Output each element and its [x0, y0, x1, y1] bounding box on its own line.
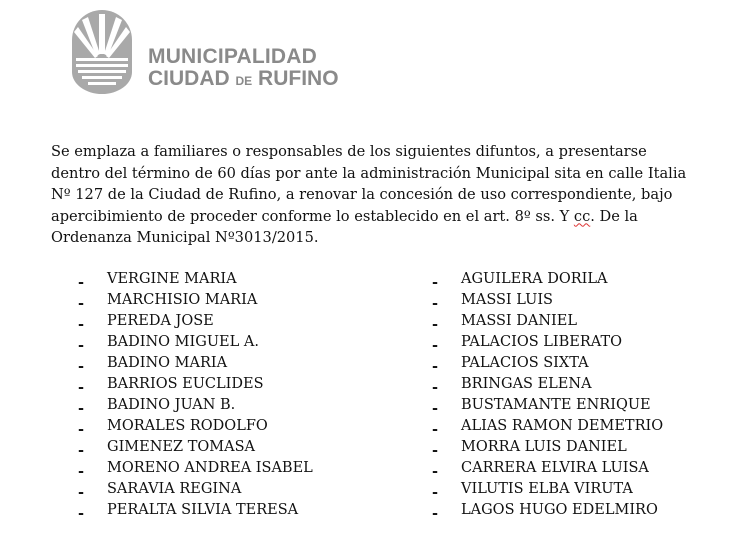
- deceased-name: AGUILERA DORILA: [461, 271, 608, 287]
- notice-text-a: Se emplaza a familiares o responsables de los siguientes difuntos, a presentarse dentro del término de 60 días por ante la administración Municipal sita en calle Italia Nº 127 de la Ciudad de Rufino, a renovar la concesión de uso correspondiente, bajo apercibimiento de proceder conforme lo establecido en el art. 8º ss. Y: [51, 143, 687, 225]
- bullet-dash: -: [432, 337, 439, 354]
- list-item: [78, 457, 313, 478]
- list-item: [432, 457, 663, 478]
- municipal-logo: [68, 10, 348, 100]
- deceased-name: ALIAS RAMON DEMETRIO: [461, 418, 664, 434]
- deceased-name: SARAVIA REGINA: [107, 481, 242, 497]
- deceased-name: PERALTA SILVIA TERESA: [107, 502, 299, 518]
- bullet-dash: -: [432, 505, 439, 522]
- list-item: [432, 394, 663, 415]
- bullet-dash: -: [432, 421, 439, 438]
- bullet-dash: -: [432, 400, 439, 417]
- list-item: [78, 352, 313, 373]
- bullet-dash: -: [78, 505, 85, 522]
- list-item: [432, 310, 663, 331]
- municipal-emblem-icon: [68, 10, 136, 96]
- list-item: [432, 478, 663, 499]
- bullet-dash: -: [78, 442, 85, 459]
- list-item: [432, 415, 663, 436]
- notice-text-cc: cc: [573, 207, 591, 225]
- bullet-dash: -: [432, 442, 439, 459]
- brand-rufino: RUFINO: [258, 67, 339, 90]
- bullet-dash: -: [432, 316, 439, 333]
- list-item: [432, 436, 663, 457]
- bullet-dash: -: [78, 463, 85, 480]
- brand-line-municipalidad: MUNICIPALIDAD: [148, 45, 318, 68]
- bullet-dash: -: [432, 379, 439, 396]
- list-item: [432, 373, 663, 394]
- list-item: [432, 289, 663, 310]
- bullet-dash: -: [432, 295, 439, 312]
- deceased-name: PALACIOS SIXTA: [461, 355, 589, 371]
- deceased-name: LAGOS HUGO EDELMIRO: [461, 502, 658, 518]
- bullet-dash: -: [78, 484, 85, 501]
- deceased-name: GIMENEZ TOMASA: [107, 439, 255, 455]
- municipal-brand-text: [148, 46, 339, 92]
- deceased-name: PEREDA JOSE: [107, 313, 214, 329]
- bullet-dash: -: [78, 295, 85, 312]
- notice-paragraph: [51, 141, 691, 249]
- list-item: [78, 310, 313, 331]
- list-item: [78, 415, 313, 436]
- brand-line-ciudad: [148, 68, 339, 92]
- list-item: [78, 499, 313, 520]
- bullet-dash: -: [78, 400, 85, 417]
- deceased-name: BUSTAMANTE ENRIQUE: [461, 397, 651, 413]
- list-item: [78, 394, 313, 415]
- list-item: [78, 289, 313, 310]
- deceased-name: VERGINE MARIA: [107, 271, 237, 287]
- bullet-dash: -: [78, 421, 85, 438]
- deceased-name: BADINO MIGUEL A.: [107, 334, 259, 350]
- deceased-name: MARCHISIO MARIA: [107, 292, 258, 308]
- bullet-dash: -: [78, 379, 85, 396]
- deceased-name: MASSI DANIEL: [461, 313, 577, 329]
- list-item: [78, 436, 313, 457]
- list-item: [78, 373, 313, 394]
- deceased-name: BRINGAS ELENA: [461, 376, 592, 392]
- bullet-dash: -: [78, 358, 85, 375]
- bullet-dash: -: [432, 484, 439, 501]
- list-item: [432, 268, 663, 289]
- deceased-list-left: [78, 268, 313, 520]
- list-item: [432, 331, 663, 352]
- brand-de: DE: [235, 74, 253, 88]
- bullet-dash: -: [432, 274, 439, 291]
- deceased-name: MASSI LUIS: [461, 292, 553, 308]
- deceased-name: VILUTIS ELBA VIRUTA: [461, 481, 633, 497]
- list-item: [78, 268, 313, 289]
- list-item: [78, 331, 313, 352]
- deceased-list-right: [432, 268, 663, 520]
- deceased-name: PALACIOS LIBERATO: [461, 334, 623, 350]
- brand-ciudad: CIUDAD: [148, 67, 230, 90]
- deceased-name: MORALES RODOLFO: [107, 418, 268, 434]
- list-item: [432, 352, 663, 373]
- deceased-name: MORRA LUIS DANIEL: [461, 439, 627, 455]
- notice-text-b: . De la Ordenanza Municipal Nº3013/2015.: [51, 207, 638, 246]
- list-item: [78, 478, 313, 499]
- bullet-dash: -: [432, 463, 439, 480]
- deceased-name: MORENO ANDREA ISABEL: [107, 460, 313, 476]
- bullet-dash: -: [432, 358, 439, 375]
- bullet-dash: -: [78, 274, 85, 291]
- deceased-name: BADINO MARIA: [107, 355, 228, 371]
- deceased-name: BARRIOS EUCLIDES: [107, 376, 264, 392]
- bullet-dash: -: [78, 337, 85, 354]
- list-item: [432, 499, 663, 520]
- deceased-name: BADINO JUAN B.: [107, 397, 236, 413]
- bullet-dash: -: [78, 316, 85, 333]
- deceased-name: CARRERA ELVIRA LUISA: [461, 460, 649, 476]
